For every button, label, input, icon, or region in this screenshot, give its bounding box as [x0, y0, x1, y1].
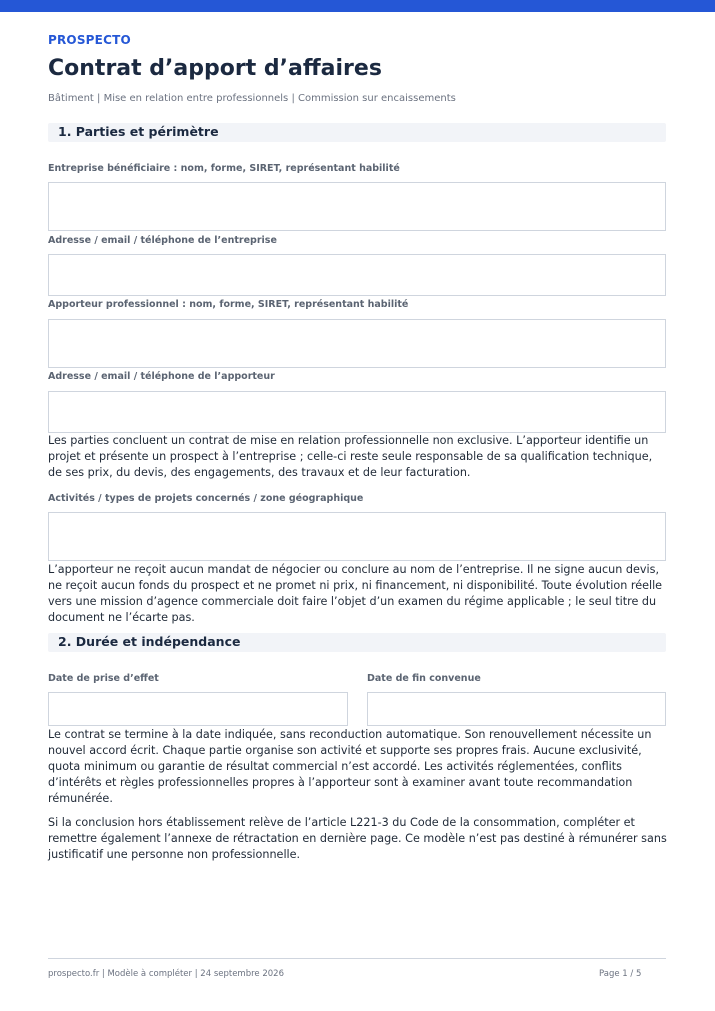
end-date-label: Date de fin convenue [367, 673, 481, 684]
page-number: Page 1 / 5 [599, 969, 642, 979]
activities-label: Activités / types de projets concernés / zone géographique [48, 493, 364, 504]
parties-paragraph: Les parties concluent un contrat de mise en relation professionnelle non exclusive. L’apporteur identifie un projet et présente un prospect à l’entreprise ; celle-ci reste seule responsable de sa qualification technique, de ses prix, du devis, des engagements, des travaux et de leur facturation. [48, 434, 653, 479]
enterprise-identity-field[interactable] [48, 182, 666, 231]
enterprise-identity-label: Entreprise bénéficiaire : nom, forme, SIRET, représentant habilité [48, 163, 400, 174]
start-date-label: Date de prise d’effet [48, 673, 159, 684]
document-subtitle: Bâtiment | Mise en relation entre professionnels | Commission sur encaissements [48, 93, 456, 104]
brand-name: PROSPECTO [48, 33, 131, 47]
footer-divider [48, 958, 666, 959]
enterprise-contact-field[interactable] [48, 254, 666, 296]
provider-identity-field[interactable] [48, 319, 666, 368]
provider-contact-label: Adresse / email / téléphone de l’apporteur [48, 371, 275, 382]
section-heading-parties [48, 123, 666, 142]
withdrawal-paragraph: Si la conclusion hors établissement relève de l’article L221-3 du Code de la consommation, compléter et remettre également l’annexe de rétractation en dernière page. Ce modèle n’est pas destiné à rémunérer sans justificatif une personne non professionnelle. [48, 816, 667, 861]
start-date-field[interactable] [48, 692, 348, 726]
top-accent-bar [0, 0, 715, 12]
mandate-paragraph: L’apporteur ne reçoit aucun mandat de négocier ou conclure au nom de l’entreprise. Il ne signe aucun devis, ne reçoit aucun fonds du prospect et ne promet ni prix, ni financement, ni disponibilité. Toute évolution réelle vers une mission d’agence commerciale doit faire l’objet d’un examen du régime applicable ; le seul titre du document ne l’écarte pas. [48, 563, 663, 624]
document-title: Contrat d’apport d’affaires [48, 56, 382, 81]
activities-field[interactable] [48, 512, 666, 561]
provider-identity-label: Apporteur professionnel : nom, forme, SIRET, représentant habilité [48, 299, 409, 310]
duration-paragraph: Le contrat se termine à la date indiquée, sans reconduction automatique. Son renouvellement nécessite un nouvel accord écrit. Chaque partie organise son activité et supporte ses propres frais. Aucune exclusivité, quota minimum ou garantie de résultat commercial n’est accordé. Les activités réglementées, conflits d’intérêts et règles professionnelles propres à l’apporteur sont à examiner avant toute recommandation rémunérée. [48, 728, 652, 805]
footer-info: prospecto.fr | Modèle à compléter | 24 septembre 2026 [48, 969, 284, 979]
section-title: 2. Durée et indépendance [58, 634, 241, 649]
section-title: 1. Parties et périmètre [58, 124, 219, 139]
provider-contact-field[interactable] [48, 391, 666, 433]
section-heading-duration [48, 633, 666, 652]
enterprise-contact-label: Adresse / email / téléphone de l’entreprise [48, 235, 277, 246]
end-date-field[interactable] [367, 692, 666, 726]
